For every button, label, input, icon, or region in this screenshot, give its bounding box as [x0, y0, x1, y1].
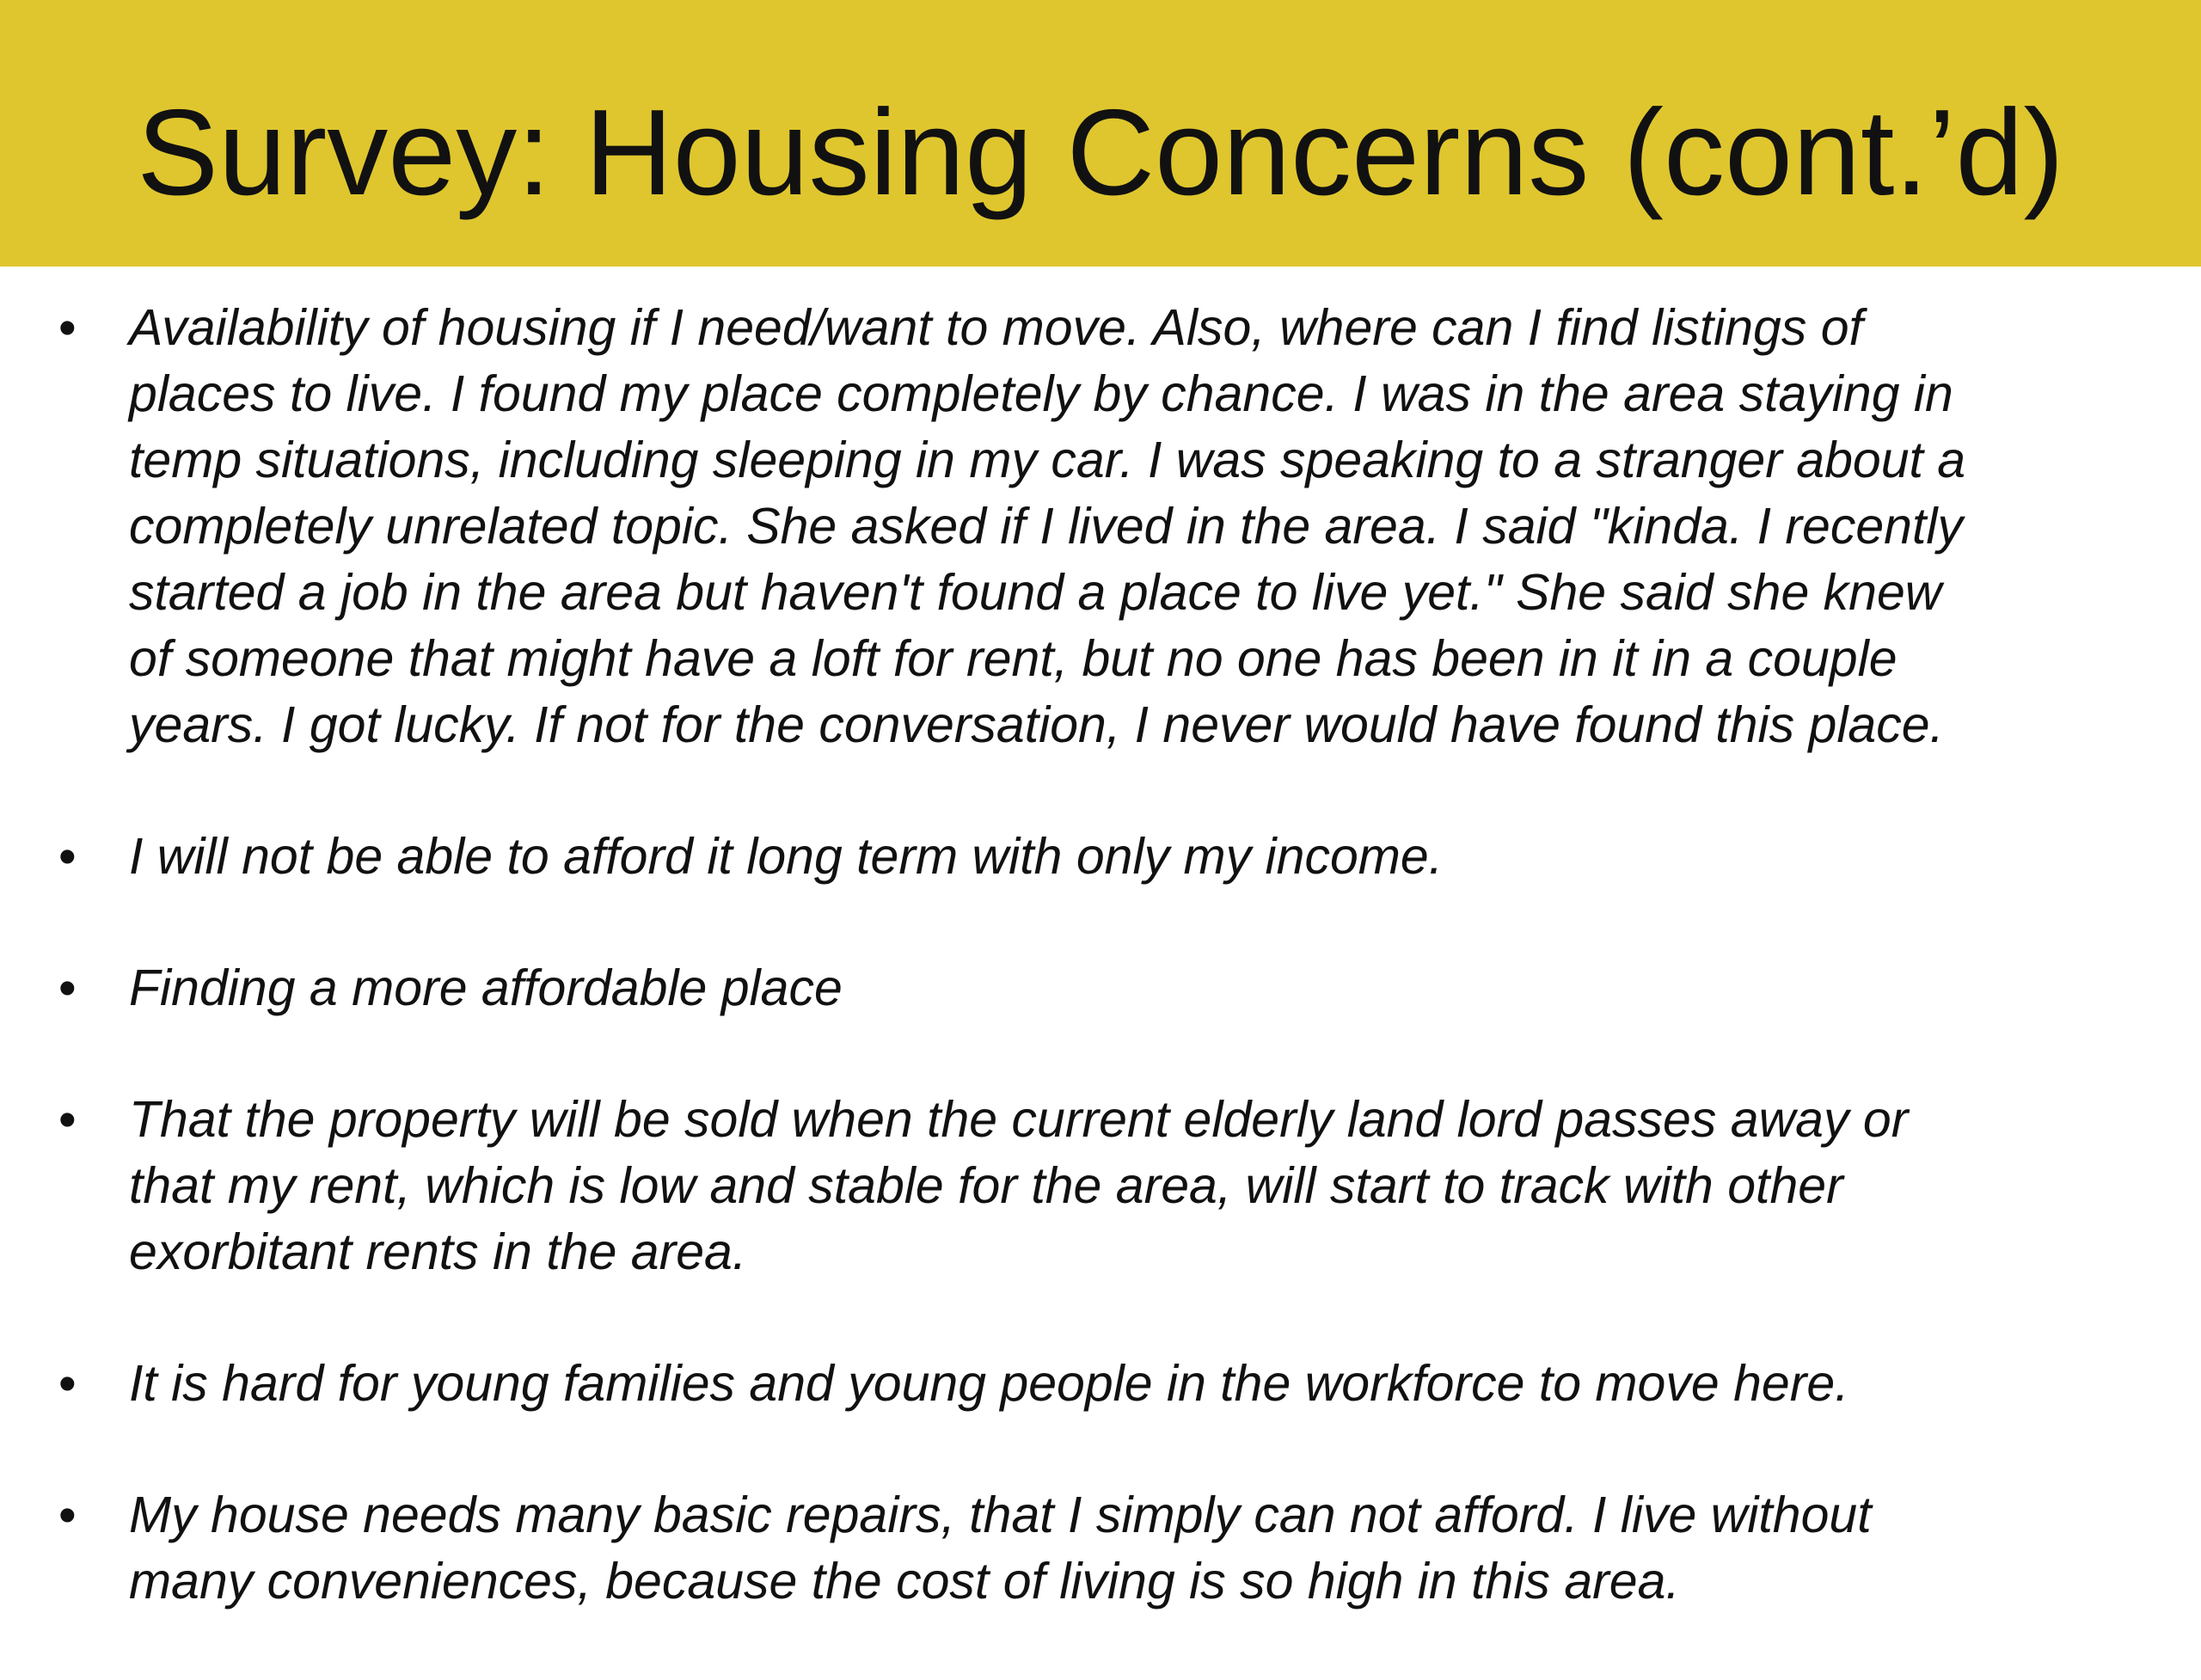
- bullet-item-afford-long-term: [0, 824, 2201, 890]
- bullet-item-availability: [0, 295, 2201, 758]
- bullet-text: It is hard for young families and young people in the workforce to move here.: [129, 1355, 1849, 1412]
- slide-title: Survey: Housing Concerns (cont.’d): [137, 84, 2064, 221]
- bullet-item-house-repairs: [0, 1482, 2201, 1615]
- bullet-text: My house needs many basic repairs, that I simply can not afford. I live without many conveniences, because the cost of living is so high in this area.: [129, 1487, 1872, 1609]
- bullet-icon: •: [58, 1487, 77, 1543]
- bullet-item-young-families: [0, 1351, 2201, 1417]
- bullet-text: I will not be able to afford it long term with only my income.: [129, 828, 1444, 885]
- bullet-text: That the property will be sold when the current elderly land lord passes away or that my rent, which is low and stable for the area, will start to track with other exorbitant rents in the area.: [129, 1091, 1909, 1280]
- bullet-icon: •: [58, 828, 77, 885]
- bullet-icon: •: [58, 960, 77, 1016]
- bullet-icon: •: [58, 1091, 77, 1148]
- bullet-item-affordable-place: [0, 955, 2201, 1021]
- bullet-item-property-sold: [0, 1087, 2201, 1285]
- bullet-icon: •: [58, 1355, 77, 1412]
- bullet-list: [0, 295, 2201, 1680]
- bullet-text: Finding a more affordable place: [129, 960, 843, 1016]
- bullet-icon: •: [58, 299, 77, 356]
- bullet-text: Availability of housing if I need/want to move. Also, where can I find listings of places to live. I found my place completely by chance. I was in the area staying in temp situations, including sleeping in my car. I was speaking to a stranger about a completely unrelated topic. She asked if I lived in the area. I said "kinda. I recently started a job in the area but haven't found a place to live yet." She said she knew of someone that might have a loft for rent, but no one has been in it in a couple years. I got lucky. If not for the conversation, I never would have found this place.: [129, 299, 1966, 753]
